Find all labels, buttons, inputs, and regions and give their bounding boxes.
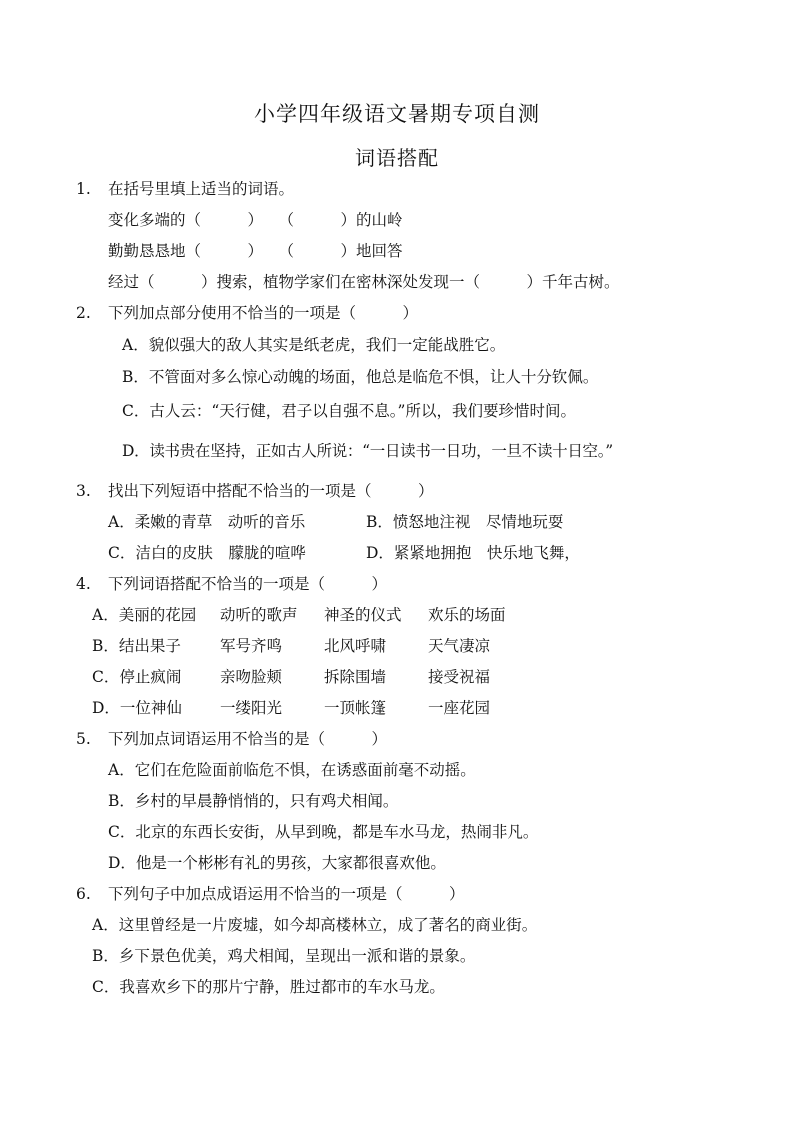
question-stem: 在括号里填上适当的词语。 <box>108 180 295 198</box>
option-b-word-2: 军号齐鸣 <box>220 637 283 655</box>
option-a-word-2: 动听的歌声 <box>220 606 298 624</box>
question-stem: 下列句子中加点成语运用不恰当的一项是（ ） <box>108 885 465 903</box>
worksheet-title: 小学四年级语文暑期专项自测 <box>254 102 540 126</box>
option-c-word-1: C．停止疯闹 <box>92 668 182 686</box>
fill-line: 经过（ ）搜索，植物学家们在密林深处发现一（ ）千年古树。 <box>108 273 620 291</box>
question-stem: 下列词语搭配不恰当的一项是（ ） <box>108 575 388 593</box>
option-b-word-3: 北风呼啸 <box>324 637 387 655</box>
option-b: B．愤怒地注视 尽情地玩耍 <box>366 513 564 531</box>
option-a: A．这里曾经是一片废墟，如今却高楼林立，成了著名的商业街。 <box>92 916 538 934</box>
question-number: 5. <box>76 730 91 748</box>
option-c: C．洁白的皮肤 朦胧的喧哗 <box>108 544 306 562</box>
option-c: C．古人云：“天行健，君子以自强不息。”所以，我们要珍惜时间。 <box>122 402 576 420</box>
question-stem: 找出下列短语中搭配不恰当的一项是（ ） <box>108 482 434 500</box>
worksheet-subtitle: 词语搭配 <box>355 146 439 170</box>
option-c-word-4: 接受祝福 <box>428 668 491 686</box>
option-a-word-1: A．美丽的花园 <box>92 606 197 624</box>
option-d-word-1: D．一位神仙 <box>92 699 182 717</box>
option-a-word-4: 欢乐的场面 <box>428 606 506 624</box>
option-d: D．读书贵在坚持，正如古人所说：“一日读书一日功，一旦不读十日空。” <box>122 442 613 460</box>
option-d-word-3: 一顶帐篷 <box>324 699 387 717</box>
question-number: 2. <box>76 304 91 322</box>
option-a-word-3: 神圣的仪式 <box>324 606 402 624</box>
option-d: D．紧紧地拥抱 快乐地飞舞， <box>366 544 580 562</box>
option-c: C．北京的东西长安街，从早到晚，都是车水马龙，热闹非凡。 <box>108 823 539 841</box>
option-c-word-2: 亲吻脸颊 <box>220 668 283 686</box>
question-number: 4. <box>76 575 91 593</box>
question-stem: 下列加点词语运用不恰当的是（ ） <box>108 730 388 748</box>
option-b-word-4: 天气凄凉 <box>428 637 491 655</box>
option-a: A．它们在危险面前临危不惧，在诱惑面前毫不动摇。 <box>108 761 476 779</box>
option-b: B．乡下景色优美，鸡犬相闻，呈现出一派和谐的景象。 <box>92 947 476 965</box>
option-b-word-1: B．结出果子 <box>92 637 181 655</box>
option-c-word-3: 拆除围墙 <box>324 668 387 686</box>
question-number: 1. <box>76 180 91 198</box>
fill-line: 变化多端的（ ） （ ）的山岭 <box>108 211 403 229</box>
option-b: B．乡村的早晨静悄悄的，只有鸡犬相闻。 <box>108 792 399 810</box>
option-d: D．他是一个彬彬有礼的男孩，大家都很喜欢他。 <box>108 854 446 872</box>
question-number: 3. <box>76 482 91 500</box>
fill-line: 勤勤恳恳地（ ） （ ）地回答 <box>108 242 403 260</box>
option-d-word-4: 一座花园 <box>428 699 491 717</box>
question-stem: 下列加点部分使用不恰当的一项是（ ） <box>108 304 419 322</box>
question-number: 6. <box>76 885 91 903</box>
option-b: B．不管面对多么惊心动魄的场面，他总是临危不惧，让人十分钦佩。 <box>122 368 599 386</box>
option-d-word-2: 一缕阳光 <box>220 699 283 717</box>
option-a: A．柔嫩的青草 动听的音乐 <box>108 513 306 531</box>
option-a: A．貌似强大的敌人其实是纸老虎，我们一定能战胜它。 <box>122 336 506 354</box>
option-c: C．我喜欢乡下的那片宁静，胜过都市的车水马龙。 <box>92 978 445 996</box>
